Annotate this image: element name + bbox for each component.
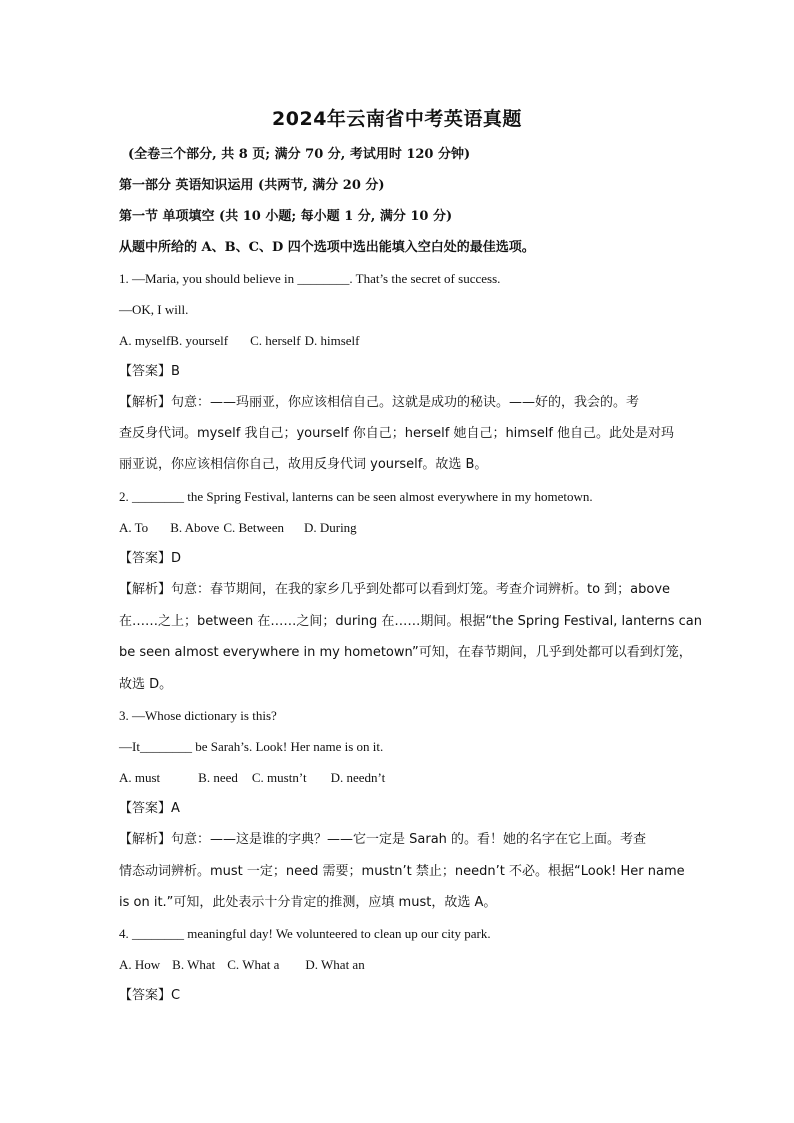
q2-option-d: D. During <box>303 520 357 535</box>
q1-option-d: D. himself <box>304 333 360 348</box>
q1-answer: 【答案】B <box>119 364 180 379</box>
q1-explanation-1: 【解析】句意：——玛丽亚，你应该相信自己。这就是成功的秘诀。——好的，我会的。考 <box>119 395 640 410</box>
q3-explanation-1: 【解析】句意：——这是谁的字典？——它一定是 Sarah 的。看！她的名字在它上面。考查 <box>119 832 647 847</box>
q3-option-c: C. mustn’t <box>251 770 307 785</box>
q2-explanation-3: be seen almost everywhere in my hometown”可知，在春节期间，几乎到处都可以看到灯笼， <box>119 645 692 660</box>
section-heading: 第一节 单项填空 (共 10 小题; 每小题 1 分, 满分 10 分) <box>119 209 453 224</box>
q2-explanation-4: 故选 D。 <box>119 677 173 692</box>
exam-note: (全卷三个部分, 共 8 页; 满分 70 分, 考试用时 120 分钟) <box>128 147 471 162</box>
q2-option-a: A. To <box>119 520 149 535</box>
q4-answer: 【答案】C <box>119 988 181 1003</box>
q4-option-c: C. What a <box>227 957 280 972</box>
q3-options <box>119 770 679 786</box>
q4-option-b: B. What <box>172 957 216 972</box>
q3-answer: 【答案】A <box>119 801 180 816</box>
q2-option-c: C. Between <box>223 520 284 535</box>
part-heading: 第一部分 英语知识运用 (共两节, 满分 20 分) <box>119 178 385 193</box>
page-title: 2024年云南省中考英语真题 <box>272 108 522 130</box>
q3-option-b: B. need <box>198 770 238 785</box>
q3-explanation-2: 情态动词辨析。must 一定；need 需要；mustn’t 禁止；needn’t 不必。根据“Look! Her name <box>119 864 685 879</box>
instruction: 从题中所给的 A、B、C、D 四个选项中选出能填入空白处的最佳选项。 <box>119 240 535 255</box>
q2-option-b: B. Above <box>170 520 220 535</box>
q1-stem-reply: —OK, I will. <box>119 302 189 317</box>
q1-option-a: A. myself <box>119 333 171 348</box>
q2-answer: 【答案】D <box>119 551 182 566</box>
q1-options <box>119 333 679 349</box>
q3-explanation-3: is on it.”可知，此处表示十分肯定的推测，应填 must，故选 A。 <box>119 895 497 910</box>
q3-option-a: A. must <box>119 770 161 785</box>
q1-option-c: C. herself <box>250 333 301 348</box>
q2-explanation-1: 【解析】句意：春节期间，在我的家乡几乎到处都可以看到灯笼。考查介词辨析。to 到；above <box>119 582 671 597</box>
q4-stem: 4. ________ meaningful day! We volunteered to clean up our city park. <box>119 926 491 941</box>
q3-stem: 3. —Whose dictionary is this? <box>119 708 277 723</box>
q1-explanation-3: 丽亚说，你应该相信你自己，故用反身代词 yourself。故选 B。 <box>119 457 488 472</box>
q4-option-a: A. How <box>119 957 161 972</box>
q2-stem: 2. ________ the Spring Festival, lanterns can be seen almost everywhere in my hometown. <box>119 489 593 504</box>
q1-explanation-2: 查反身代词。myself 我自己；yourself 你自己；herself 她自己；himself 他自己。此处是对玛 <box>119 426 675 441</box>
q1-stem: 1. —Maria, you should believe in ________. That’s the secret of success. <box>119 271 501 286</box>
q4-options <box>119 957 679 973</box>
q4-option-d: D. What an <box>305 957 365 972</box>
q3-option-d: D. needn’t <box>330 770 386 785</box>
q2-explanation-2: 在……之上；between 在……之间；during 在……期间。根据“the Spring Festival, lanterns can <box>119 614 703 629</box>
q3-stem-reply: —It________ be Sarah’s. Look! Her name is on it. <box>119 739 384 754</box>
q1-option-b: B. yourself <box>170 333 229 348</box>
q2-options <box>119 520 679 536</box>
